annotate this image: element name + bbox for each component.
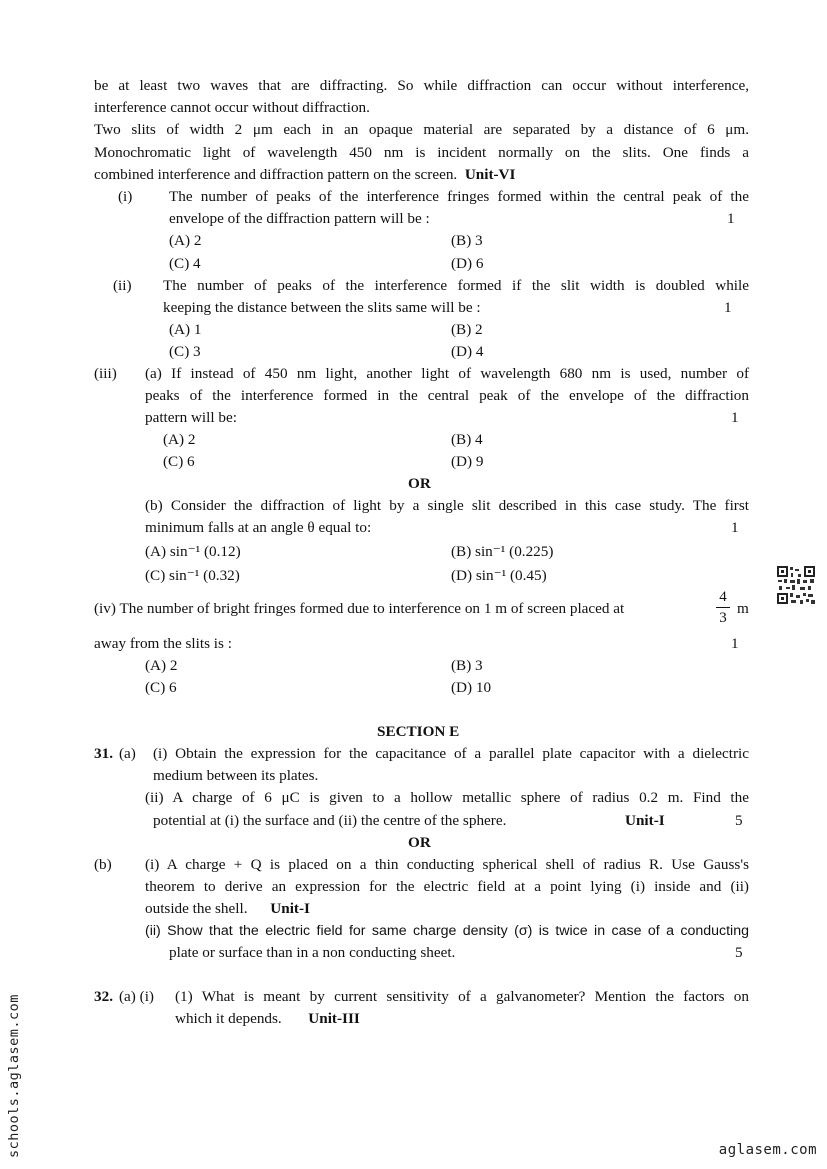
- question-text: (ii) Show that the electric field for same charge density (σ) is twice in case of a conducting: [145, 923, 749, 939]
- question-text: (b) Consider the diffraction of light by a single slit described in this case study. The first: [145, 497, 749, 514]
- or-divider: OR: [408, 834, 431, 851]
- marks: 5: [735, 944, 743, 961]
- fraction-denominator: 3: [719, 610, 727, 626]
- marks: 1: [731, 409, 739, 426]
- question-text: (ii) A charge of 6 μC is given to a hollow metallic sphere of radius 0.2 m. Find the: [145, 789, 749, 806]
- option: (B) 4: [451, 431, 483, 448]
- option: (B) sin⁻¹ (0.225): [451, 543, 554, 560]
- question-text: envelope of the diffraction pattern will be :: [169, 210, 430, 227]
- question-text: The number of peaks of the interference formed if the slit width is doubled while: [163, 277, 749, 294]
- option: (D) 10: [451, 679, 492, 696]
- option: (C) 3: [169, 343, 201, 360]
- question-text: theorem to derive an expression for the electric field at a point lying (i) inside and (ii): [145, 878, 749, 895]
- question-part-label: (b): [94, 856, 112, 873]
- marks: 5: [735, 812, 743, 829]
- option: (D) 4: [451, 343, 484, 360]
- fraction-numerator: 4: [719, 589, 727, 605]
- question-text: [145, 899, 310, 919]
- option: (A) 1: [169, 321, 202, 338]
- intro-line-2: interference cannot occur without diffraction.: [94, 99, 370, 116]
- option: (C) 6: [163, 453, 195, 470]
- question-text: The number of peaks of the interference fringes formed within the central peak of the: [169, 188, 749, 205]
- question-number: (iii): [94, 365, 117, 382]
- question-part-label: (a): [119, 745, 136, 762]
- intro-line-5-text: combined interference and diffraction pattern on the screen.: [94, 166, 458, 183]
- option: (D) 9: [451, 453, 484, 470]
- question-number: (ii): [113, 277, 132, 294]
- intro-line-3: Two slits of width 2 μm each in an opaque material are separated by a distance of 6 μm.: [94, 121, 749, 138]
- option: (C) 4: [169, 255, 201, 272]
- question-text: (a) If instead of 450 nm light, another light of wavelength 680 nm is used, number of: [145, 365, 749, 382]
- option: (D) sin⁻¹ (0.45): [451, 567, 547, 584]
- marks: 1: [731, 635, 739, 652]
- question-text: minimum falls at an angle θ equal to:: [145, 519, 372, 536]
- marks: 1: [724, 299, 732, 316]
- option: (A) sin⁻¹ (0.12): [145, 543, 241, 560]
- question-text: away from the slits is :: [94, 635, 232, 652]
- question-number: 31.: [94, 745, 113, 762]
- question-text-part: outside the shell.: [145, 900, 248, 917]
- unit-label: Unit-I: [625, 812, 665, 829]
- intro-line-4: Monochromatic light of wavelength 450 nm is incident normally on the slits. One finds a: [94, 144, 749, 161]
- question-part-label: (a) (i): [119, 988, 154, 1005]
- option: (C) 6: [145, 679, 177, 696]
- question-number: (i): [118, 188, 133, 205]
- question-text: (iv) The number of bright fringes formed due to interference on 1 m of screen placed at: [94, 600, 625, 617]
- or-divider: OR: [408, 475, 431, 492]
- question-text: peaks of the interference formed in the central peak of the envelope of the diffraction: [145, 387, 749, 404]
- option: (B) 3: [451, 657, 483, 674]
- question-text: keeping the distance between the slits same will be :: [163, 299, 481, 316]
- unit-label: Unit-I: [270, 900, 310, 917]
- marks: 1: [727, 210, 735, 227]
- footer-watermark: aglasem.com: [718, 1142, 817, 1158]
- question-text: medium between its plates.: [153, 767, 319, 784]
- qr-code-icon: [776, 565, 816, 605]
- option: (B) 2: [451, 321, 483, 338]
- question-text: pattern will be:: [145, 409, 237, 426]
- option: (C) sin⁻¹ (0.32): [145, 567, 240, 584]
- section-heading: SECTION E: [377, 723, 460, 740]
- option: (B) 3: [451, 232, 483, 249]
- option: (A) 2: [169, 232, 202, 249]
- question-text: (1) What is meant by current sensitivity of a galvanometer? Mention the factors on: [175, 988, 749, 1005]
- option: (A) 2: [163, 431, 196, 448]
- fraction-bar: [716, 607, 730, 608]
- unit-label: Unit-VI: [464, 166, 516, 183]
- unit-label: Unit-III: [308, 1010, 360, 1027]
- question-text: plate or surface than in a non conducting sheet.: [169, 944, 456, 961]
- unit-m: m: [737, 600, 749, 617]
- option: (A) 2: [145, 657, 178, 674]
- side-watermark: schools.aglasem.com: [6, 994, 22, 1158]
- question-number: 32.: [94, 988, 113, 1005]
- question-text-part: which it depends.: [175, 1010, 282, 1027]
- marks: 1: [731, 519, 739, 536]
- question-text: potential at (i) the surface and (ii) the centre of the sphere.: [153, 812, 507, 829]
- question-text: (i) A charge + Q is placed on a thin conducting spherical shell of radius R. Use Gauss's: [145, 856, 749, 873]
- question-text: [175, 1009, 360, 1029]
- intro-line-1: be at least two waves that are diffracting. So while diffraction can occur without interference,: [94, 77, 749, 94]
- question-text: (i) Obtain the expression for the capacitance of a parallel plate capacitor with a dielectric: [153, 745, 749, 762]
- option: (D) 6: [451, 255, 484, 272]
- intro-line-5: [94, 165, 515, 185]
- fraction: [716, 589, 730, 626]
